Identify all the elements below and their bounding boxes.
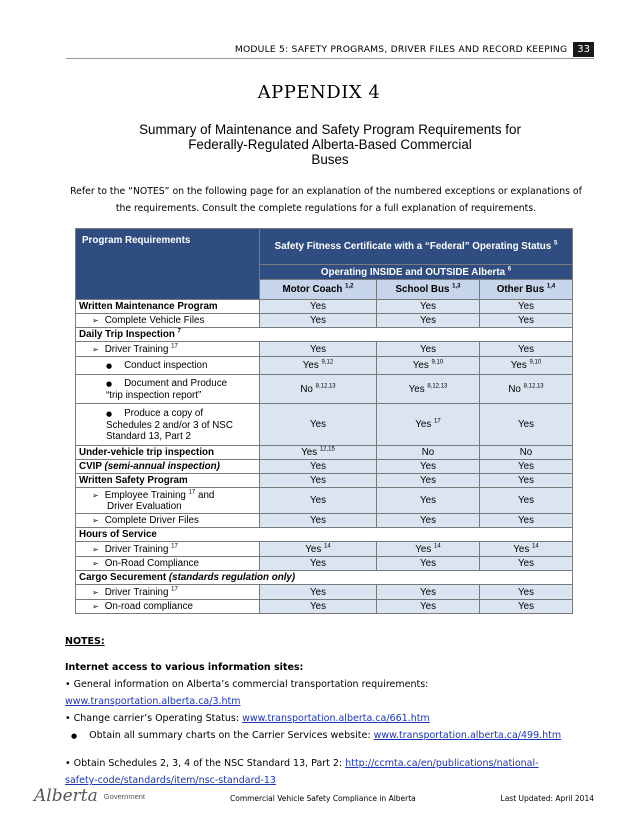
cell-value: Yes — [480, 488, 573, 514]
cell-value: Yes — [480, 514, 573, 528]
operating-status-link[interactable]: www.transportation.alberta.ca/661.htm — [242, 713, 430, 724]
row-label — [76, 557, 260, 571]
cell-text: Yes — [408, 383, 425, 395]
cell-text: Yes — [415, 543, 432, 555]
cell-value: Yes — [260, 300, 377, 314]
cell-text: Yes — [510, 360, 527, 371]
table-row — [76, 375, 573, 404]
alberta-logo — [34, 786, 145, 806]
cell-value — [260, 446, 377, 460]
row-label-text: Schedules 2 and/or 3 of NSC — [106, 419, 233, 431]
row-label — [76, 585, 260, 600]
intro-line-1: Refer to the “NOTES” on the following page for an explanation of the numbered exceptions or explanations of — [70, 186, 582, 197]
certificate-label: Safety Fitness Certificate with a “Federal” Operating Status — [274, 241, 552, 252]
title-line-1: Summary of Maintenance and Safety Program Requirements for — [139, 122, 521, 137]
cell-value: Yes — [480, 585, 573, 600]
row-label — [76, 542, 260, 557]
cell-value: Yes — [480, 460, 573, 474]
note-item-link-row — [65, 693, 585, 710]
row-label-text: On-road compliance — [104, 601, 193, 612]
logo-wordmark: Alberta — [34, 786, 98, 806]
table-row — [76, 300, 573, 314]
note-item — [65, 710, 585, 727]
cell-note: 12,15 — [319, 446, 335, 453]
section-row — [76, 528, 573, 542]
certificate-note: 5 — [553, 240, 558, 247]
footer-title: Commercial Vehicle Safety Compliance in Alberta — [230, 794, 416, 803]
cell-value — [377, 357, 480, 375]
cell-value — [260, 375, 377, 404]
arrow-bullet-icon: ➢ — [92, 544, 99, 554]
row-note: 17 — [171, 543, 178, 550]
cell-value: Yes — [260, 557, 377, 571]
row-label-text: Driver Training — [104, 586, 169, 598]
cell-value: Yes — [260, 488, 377, 514]
cell-value: Yes — [377, 557, 480, 571]
footer-date: Last Updated: April 2014 — [500, 794, 594, 803]
column-header-requirements — [76, 229, 260, 300]
cell-text: No — [508, 383, 521, 395]
cell-text: Yes — [302, 360, 319, 371]
cell-note: 14 — [324, 543, 331, 550]
title-line-2: Federally-Regulated Alberta-Based Commercial — [188, 137, 472, 152]
note-text: • Obtain Schedules 2, 3, 4 of the NSC Standard 13, Part 2: — [65, 758, 346, 769]
dot-bullet-icon: ● — [106, 379, 113, 388]
row-label-text: Driver Training — [104, 543, 169, 555]
cell-value — [480, 375, 573, 404]
cell-value: Yes — [377, 488, 480, 514]
cell-value: Yes — [480, 474, 573, 488]
section-label — [76, 571, 573, 585]
cell-value: Yes — [260, 460, 377, 474]
row-label: Written Safety Program — [76, 474, 260, 488]
col-school-bus-note: 1,3 — [452, 283, 461, 290]
row-label-text: Document and Produce — [124, 377, 228, 389]
section-note: 7 — [177, 328, 181, 335]
cell-text: Yes — [305, 543, 322, 555]
row-label: Under-vehicle trip inspection — [76, 446, 260, 460]
cell-text: Yes — [412, 360, 429, 371]
general-info-link[interactable]: www.transportation.alberta.ca/3.htm — [65, 696, 241, 707]
cell-text: Yes — [301, 447, 318, 458]
col-school-bus — [377, 280, 480, 300]
header-rule — [66, 58, 594, 59]
row-label — [76, 514, 260, 528]
cell-note: 9,10 — [431, 359, 444, 366]
table-row — [76, 542, 573, 557]
appendix-title: APPENDIX 4 — [257, 82, 381, 103]
table-row — [76, 585, 573, 600]
cell-value: Yes — [480, 342, 573, 357]
table-row — [76, 446, 573, 460]
row-label-text: Employee Training — [104, 489, 186, 501]
row-note: 17 — [188, 489, 196, 496]
cell-text: No — [300, 383, 313, 395]
col-motor-coach-note: 1,2 — [345, 283, 354, 290]
header-text: MODULE 5: SAFETY PROGRAMS, DRIVER FILES AND RECORD KEEPING — [234, 44, 568, 55]
table-header-row — [76, 229, 573, 265]
arrow-bullet-icon: ➢ — [92, 490, 99, 500]
section-row — [76, 328, 573, 342]
intro-line-2: the requirements. Consult the complete regulations for a full explanation of requirements. — [115, 203, 537, 214]
section-label: Hours of Service — [76, 528, 573, 542]
cell-note: 8,12,13 — [315, 383, 336, 390]
table-row — [76, 314, 573, 328]
intro-paragraph — [56, 183, 596, 217]
page-footer — [34, 786, 594, 808]
arrow-bullet-icon: ➢ — [92, 602, 99, 611]
page-header — [235, 42, 594, 57]
col-school-bus-label: School Bus — [395, 284, 450, 295]
cell-value: Yes — [260, 514, 377, 528]
row-label-text: Driver Evaluation — [107, 500, 182, 512]
row-label — [76, 314, 260, 328]
cell-text: Yes — [513, 543, 530, 555]
table-row — [76, 357, 573, 375]
note-item — [65, 727, 585, 745]
cell-value: No — [377, 446, 480, 460]
col-other-bus-label: Other Bus — [496, 284, 545, 295]
row-label — [76, 600, 260, 614]
note-text: • Change carrier’s Operating Status: — [65, 713, 243, 724]
section-row — [76, 571, 573, 585]
cell-value: Yes — [377, 314, 480, 328]
table-row — [76, 600, 573, 614]
row-label — [76, 404, 260, 446]
cell-value: Yes — [480, 600, 573, 614]
cell-value: Yes — [377, 300, 480, 314]
row-label-text: Conduct inspection — [124, 359, 208, 371]
cell-value: Yes — [480, 557, 573, 571]
nsc-standard-link-cont[interactable]: safety-code/standards/item/nsc-standard-13 — [65, 775, 276, 786]
section-label-italic: (standards regulation only) — [168, 572, 296, 583]
column-header-requirements-label: Program Requirements — [82, 235, 191, 246]
operating-scope-label: Operating INSIDE and OUTSIDE Alberta — [320, 266, 506, 278]
col-motor-coach — [260, 280, 377, 300]
row-label-text: Driver Training — [104, 343, 169, 355]
cell-note: 14 — [434, 543, 441, 550]
cell-value: Yes — [260, 314, 377, 328]
row-label-italic: (semi-annual inspection) — [104, 461, 220, 472]
notes-subheading: Internet access to various information sites: — [65, 662, 304, 673]
arrow-bullet-icon: ➢ — [92, 344, 99, 354]
table-row — [76, 342, 573, 357]
logo-subtext: Government — [103, 792, 146, 801]
cell-value: Yes — [480, 314, 573, 328]
column-header-certificate — [260, 229, 573, 265]
requirements-table — [75, 228, 573, 614]
note-item: • General information on Alberta’s commercial transportation requirements: — [65, 679, 429, 690]
dot-bullet-icon: ● — [106, 409, 113, 418]
title-line-3: Buses — [311, 152, 349, 167]
row-note: 17 — [171, 343, 178, 350]
row-label — [76, 357, 260, 375]
row-label — [76, 375, 260, 404]
cell-value: Yes — [377, 474, 480, 488]
cell-value: Yes — [377, 514, 480, 528]
table-row — [76, 557, 573, 571]
arrow-bullet-icon: ➢ — [92, 516, 99, 525]
operating-scope-note: 6 — [507, 266, 512, 273]
cell-value — [260, 357, 377, 375]
section-label — [76, 328, 573, 342]
cell-value — [377, 375, 480, 404]
cell-value: No — [480, 446, 573, 460]
cell-value: Yes — [260, 600, 377, 614]
cell-value: Yes — [480, 404, 573, 446]
summary-charts-link[interactable]: www.transportation.alberta.ca/499.htm — [373, 730, 562, 741]
col-other-bus-note: 1,4 — [546, 283, 556, 290]
document-title — [80, 122, 580, 167]
arrow-bullet-icon: ➢ — [92, 559, 99, 568]
arrow-bullet-icon: ➢ — [92, 316, 99, 325]
row-label-text: On-Road Compliance — [104, 558, 199, 569]
row-label — [76, 342, 260, 357]
row-label-text: Complete Driver Files — [104, 515, 199, 526]
page-number: 33 — [573, 42, 594, 57]
row-label — [76, 488, 260, 514]
note-item — [65, 755, 585, 772]
cell-note: 9,12 — [321, 359, 334, 366]
cell-note: 8,12,13 — [427, 383, 448, 390]
cell-value — [377, 542, 480, 557]
dot-bullet-icon: ● — [106, 361, 113, 370]
cell-note: 9,10 — [529, 359, 542, 366]
cell-value: Yes — [260, 474, 377, 488]
row-label-text: “trip inspection report” — [106, 389, 202, 401]
row-note: 17 — [171, 586, 178, 593]
row-label — [76, 460, 260, 474]
cell-value: Yes — [377, 585, 480, 600]
cell-value — [377, 404, 480, 446]
cell-text: Yes — [415, 419, 432, 430]
cell-value: Yes — [377, 342, 480, 357]
notes-section — [65, 633, 585, 789]
col-motor-coach-label: Motor Coach — [282, 284, 343, 295]
table-row — [76, 460, 573, 474]
row-label-text: and — [198, 489, 215, 501]
cell-value: Yes — [260, 585, 377, 600]
cell-value — [260, 542, 377, 557]
row-label-text: CVIP — [79, 461, 102, 472]
cell-note: 17 — [434, 418, 441, 425]
row-label-text: Complete Vehicle Files — [104, 315, 205, 326]
note-text: Obtain all summary charts on the Carrier Services website: — [89, 730, 374, 741]
row-label-text: Standard 13, Part 2 — [106, 430, 191, 442]
cell-note: 8,12,13 — [523, 383, 544, 390]
row-label: Written Maintenance Program — [76, 300, 260, 314]
cell-value: Yes — [480, 300, 573, 314]
section-label-text: Daily Trip Inspection — [79, 329, 175, 340]
cell-value: Yes — [260, 342, 377, 357]
cell-note: 14 — [532, 543, 539, 550]
table-row — [76, 488, 573, 514]
cell-value — [480, 357, 573, 375]
table-row — [76, 474, 573, 488]
table-row — [76, 404, 573, 446]
section-label-text: Cargo Securement — [79, 572, 167, 583]
arrow-bullet-icon: ➢ — [92, 587, 99, 597]
cell-value — [480, 542, 573, 557]
operating-scope-header — [260, 265, 573, 280]
cell-value: Yes — [260, 404, 377, 446]
notes-heading: NOTES: — [65, 636, 105, 647]
cell-value: Yes — [377, 600, 480, 614]
col-other-bus — [480, 280, 573, 300]
nsc-standard-link[interactable]: http://ccmta.ca/en/publications/national- — [345, 758, 539, 769]
table-row — [76, 514, 573, 528]
dot-bullet-icon: ● — [71, 732, 78, 740]
cell-value: Yes — [377, 460, 480, 474]
row-label-text: Produce a copy of — [124, 407, 204, 419]
